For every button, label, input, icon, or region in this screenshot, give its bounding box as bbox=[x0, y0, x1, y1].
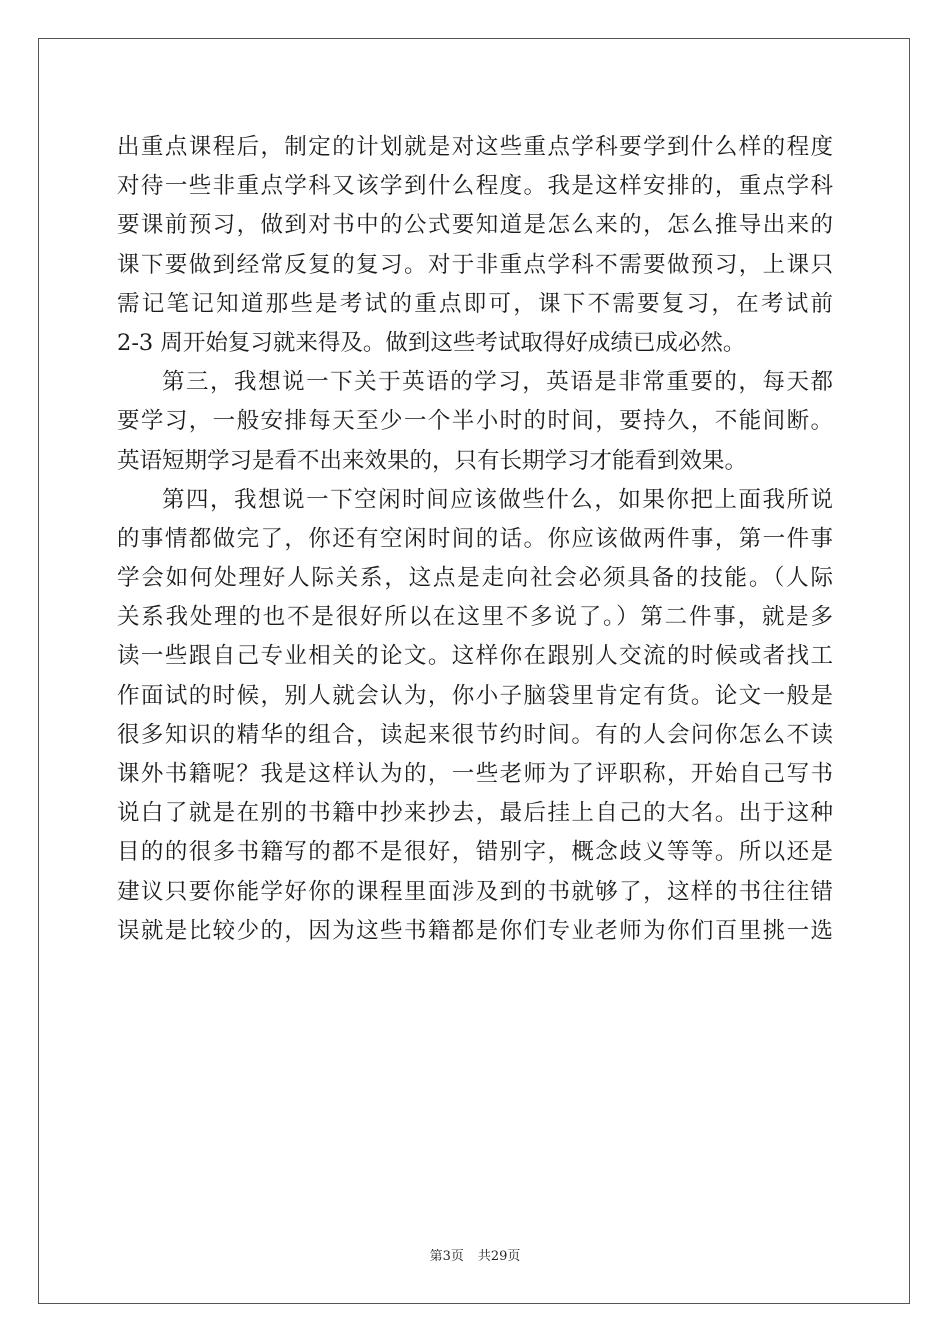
page-total: 共29页 bbox=[477, 1249, 521, 1264]
text-line: 第四，我想说一下空闲时间应该做些什么，如果你把上面我所说 bbox=[162, 486, 833, 513]
text-line: 第三，我想说一下关于英语的学习，英语是非常重要的，每天都 bbox=[162, 369, 833, 396]
text-line: 对待一些非重点学科又该学到什么程度。我是这样安排的，重点学科 bbox=[117, 173, 833, 200]
text-line: 说白了就是在别的书籍中抄来抄去，最后挂上自己的大名。出于这种 bbox=[117, 800, 833, 827]
text-line: 出重点课程后，制定的计划就是对这些重点学科要学到什么样的程度 bbox=[117, 134, 833, 160]
text-line: 课外书籍呢？我是这样认为的，一些老师为了评职称，开始自己写书 bbox=[117, 761, 833, 787]
text-line: 读一些跟自己专业相关的论文。这样你在跟别人交流的时候或者找工 bbox=[117, 643, 833, 670]
text-line: 学会如何处理好人际关系，这点是走向社会必须具备的技能。（人际 bbox=[117, 565, 833, 592]
text-line: 要学习，一般安排每天至少一个半小时的时间，要持久，不能间断。 bbox=[117, 408, 833, 435]
text-line: 关系我处理的也不是很好所以在这里不多说了。）第二件事，就是多 bbox=[117, 604, 833, 631]
text-line: 建议只要你能学好你的课程里面涉及到的书就够了，这样的书往往错 bbox=[117, 878, 833, 905]
text-line: 的事情都做完了，你还有空闲时间的话。你应该做两件事，第一件事 bbox=[117, 525, 833, 552]
text-line: 目的的很多书籍写的都不是很好，错别字，概念歧义等等。所以还是 bbox=[117, 839, 833, 866]
text-line: 误就是比较少的，因为这些书籍都是你们专业老师为你们百里挑一选 bbox=[117, 917, 833, 944]
text-line: 作面试的时候，别人就会认为，你小子脑袋里肯定有货。论文一般是 bbox=[117, 682, 833, 709]
text-line: 课下要做到经常反复的复习。对于非重点学科不需要做预习，上课只 bbox=[117, 251, 833, 278]
page-footer bbox=[0, 1245, 950, 1264]
text-line: 要课前预习，做到对书中的公式要知道是怎么来的，怎么推导出来的 bbox=[117, 212, 833, 239]
document-body bbox=[117, 128, 833, 951]
text-line: 英语短期学习是看不出来效果的，只有长期学习才能看到效果。 bbox=[117, 447, 748, 474]
text-line: 需记笔记知道那些是考试的重点即可，课下不需要复习，在考试前 bbox=[117, 290, 833, 317]
text-line: 2-3 周开始复习就来得及。做到这些考试取得好成绩已成必然。 bbox=[117, 329, 746, 356]
page-number: 第3页 bbox=[429, 1249, 464, 1264]
text-line: 很多知识的精华的组合，读起来很节约时间。有的人会问你怎么不读 bbox=[117, 721, 833, 748]
